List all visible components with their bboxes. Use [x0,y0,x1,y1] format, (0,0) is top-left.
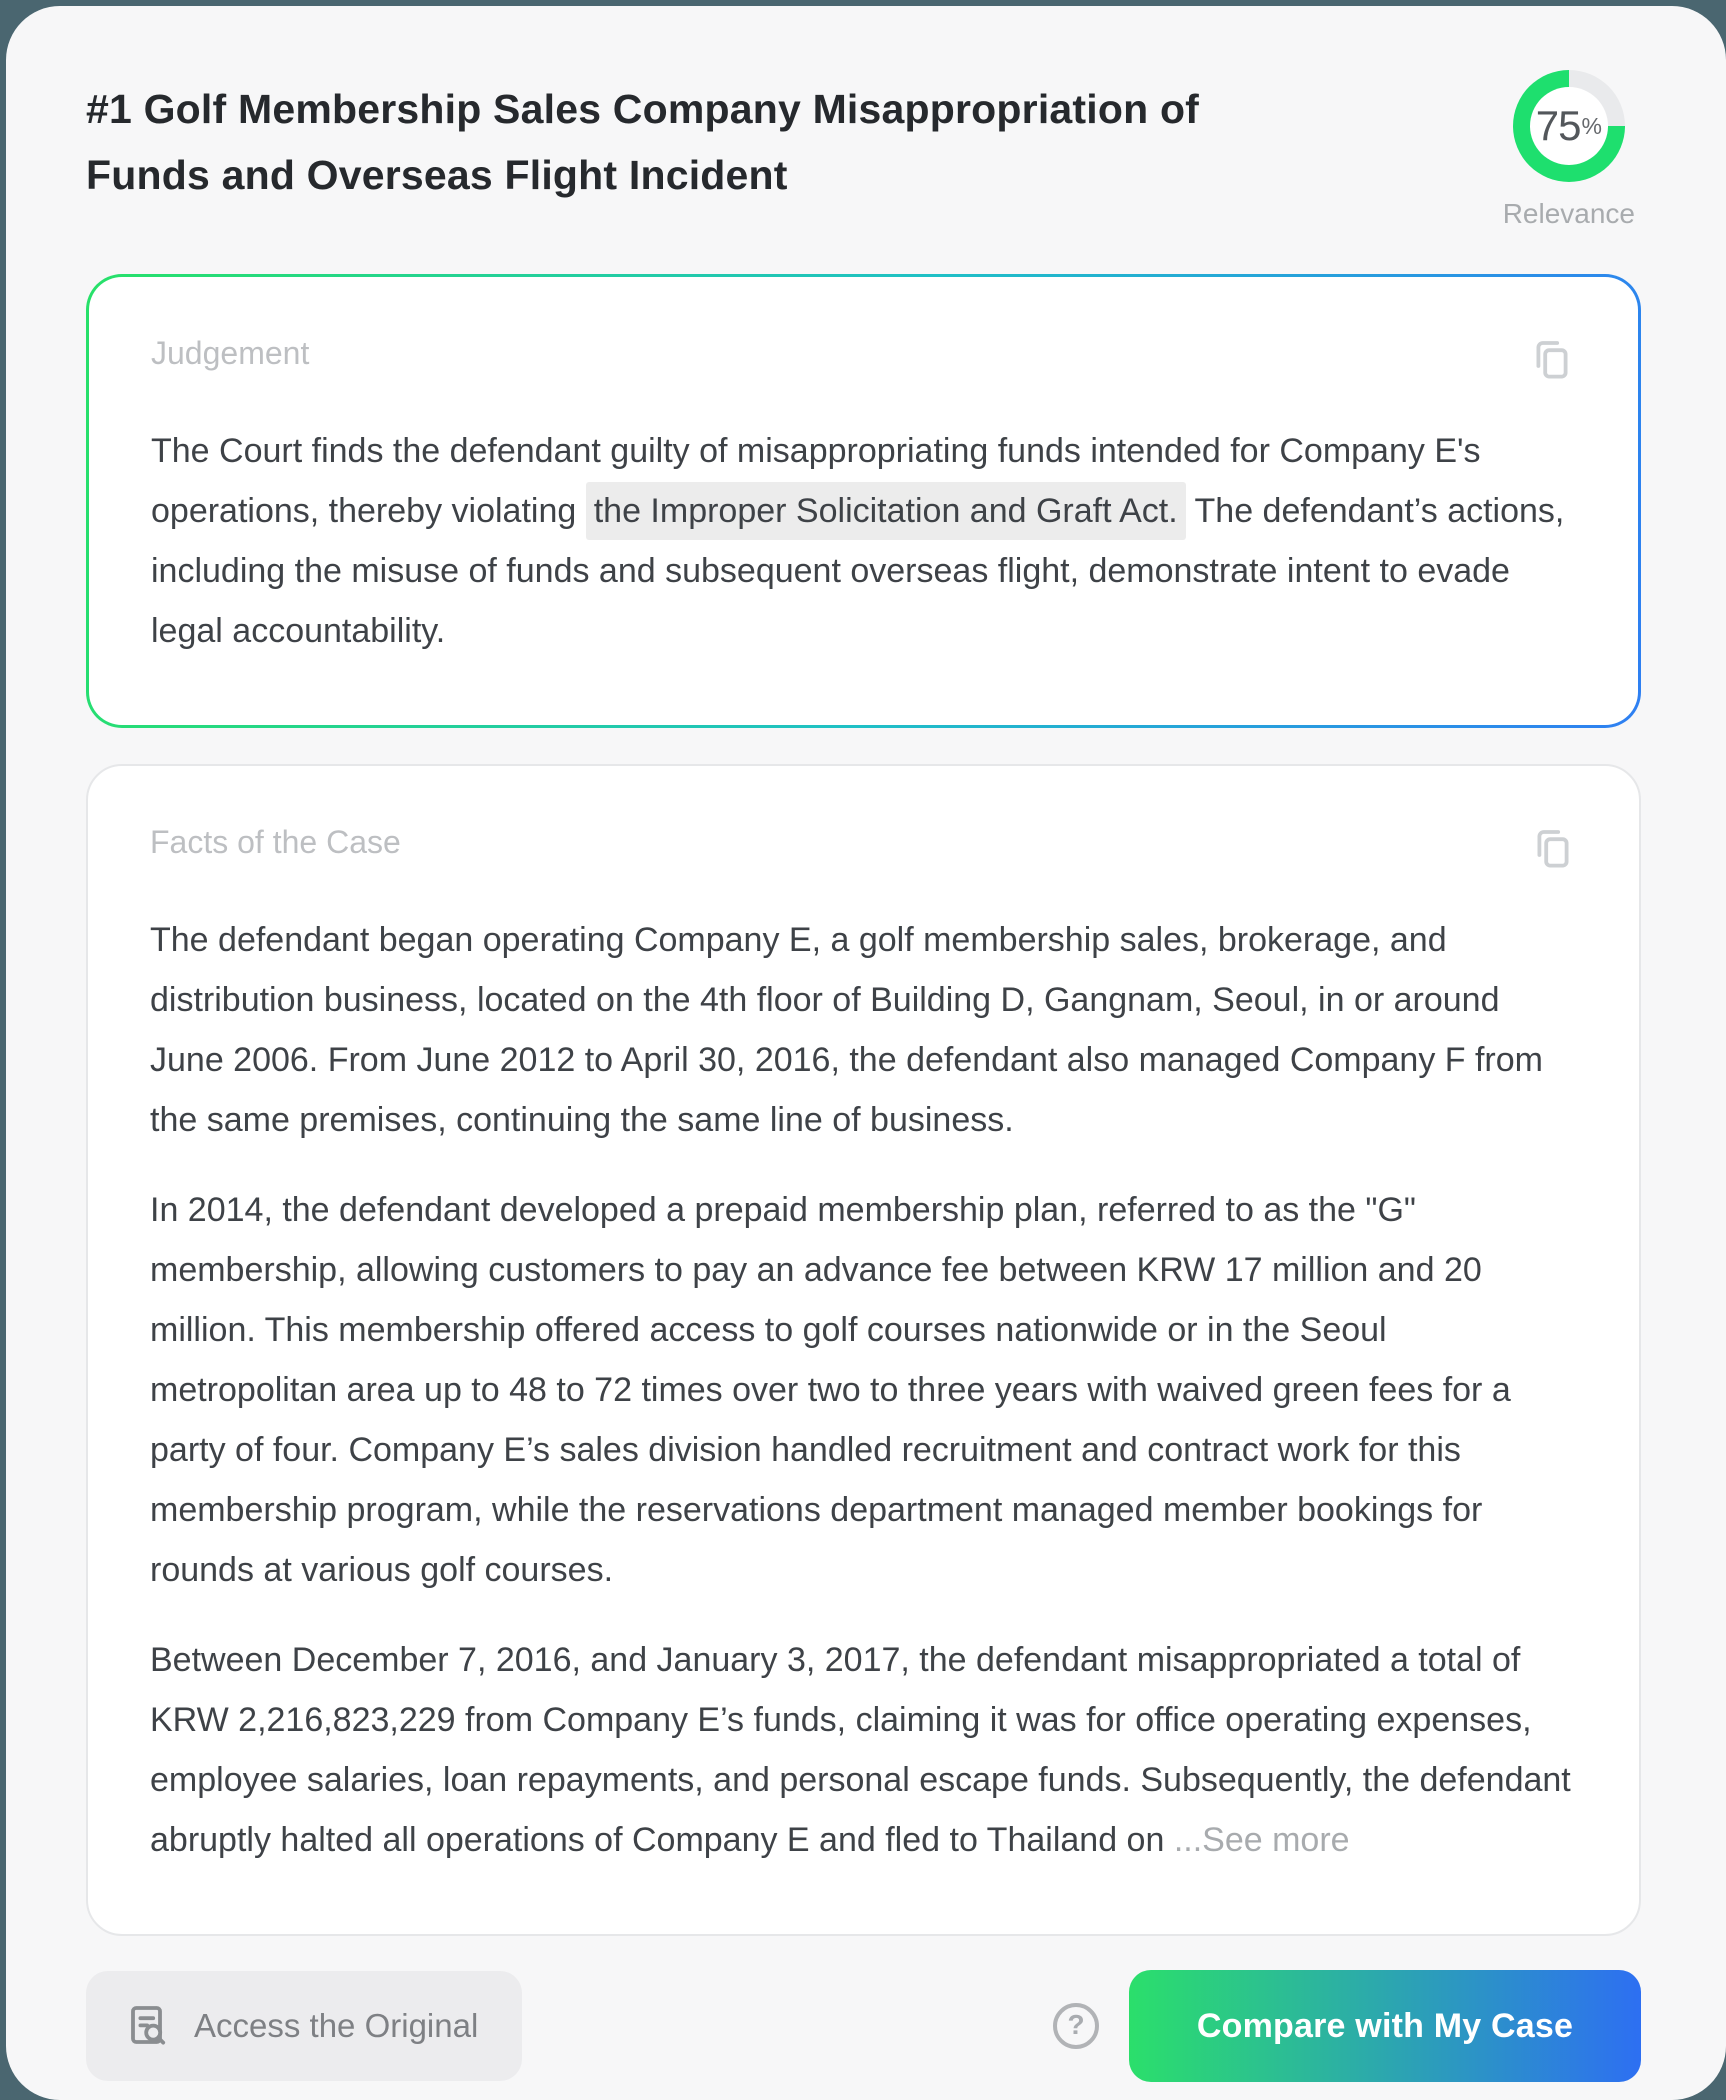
judgement-card [86,274,1641,728]
facts-paragraph [150,1630,1577,1870]
judgement-label: Judgement [151,335,310,371]
copy-icon[interactable] [1528,333,1576,385]
header [86,70,1641,230]
judgement-card-header [151,331,1576,385]
judgement-text [151,421,1576,661]
relevance-value: 75 [1535,102,1581,149]
relevance-unit: % [1581,112,1602,139]
facts-paragraph-text: Between December 7, 2016, and January 3, 2017, the defendant misappropriated a total of KRW 2,216,823,229 from Company E’s funds, claiming it was for office operating expenses, employee salaries, loan repayments, and personal escape funds. Subsequently, the defendant abruptly halted all operations of Company E and fled to Thailand on [150,1641,1571,1859]
access-original-button[interactable] [86,1971,522,2081]
footer-actions [86,1970,1641,2082]
case-card [6,6,1726,2100]
judgement-text-post: The defendant’s actions, including the misuse of funds and subsequent overseas flight, demonstrate intent to evade legal accountability. [151,492,1565,650]
judgement-text-highlight: the Improper Solicitation and Graft Act. [586,482,1186,540]
facts-card-header [150,820,1577,874]
facts-label: Facts of the Case [150,824,401,860]
see-more-link[interactable]: ...See more [1164,1821,1350,1859]
help-icon[interactable]: ? [1053,2003,1099,2049]
relevance-ring [1513,70,1625,182]
relevance-ring-hole [1530,87,1608,165]
facts-paragraph: In 2014, the defendant developed a prepaid membership plan, referred to as the "G" membership, allowing customers to pay an advance fee between KRW 17 million and 20 million. This membership offered access to golf courses nationwide or in the Seoul metropolitan area up to 48 to 72 times over two to three years with waived green fees for a party of four. Company E’s sales division handled recruitment and contract work for this membership program, while the reservations department managed member bookings for rounds at various golf courses. [150,1191,1511,1589]
footer-right-group [1053,1970,1641,2082]
compare-with-my-case-button[interactable]: Compare with My Case [1129,1970,1641,2082]
access-original-label: Access the Original [194,2007,479,2044]
document-search-icon [124,2001,172,2051]
copy-icon[interactable] [1529,822,1577,874]
relevance-label: Relevance [1502,198,1635,229]
facts-card [86,764,1641,1936]
facts-paragraph: The defendant began operating Company E, a golf membership sales, brokerage, and distribution business, located on the 4th floor of Building D, Gangnam, Seoul, in or around June 2006. From June 2012 to April 30, 2016, the defendant also managed Company F from the same premises, continuing the same line of business. [150,921,1543,1139]
relevance-widget [1503,70,1635,230]
judgement-text-pre: The Court finds the defendant guilty of misappropriating funds intended for Company E's operations, thereby violating [151,432,1481,530]
case-title: #1 Golf Membership Sales Company Misappropriation of Funds and Overseas Flight Incident [86,86,1200,198]
